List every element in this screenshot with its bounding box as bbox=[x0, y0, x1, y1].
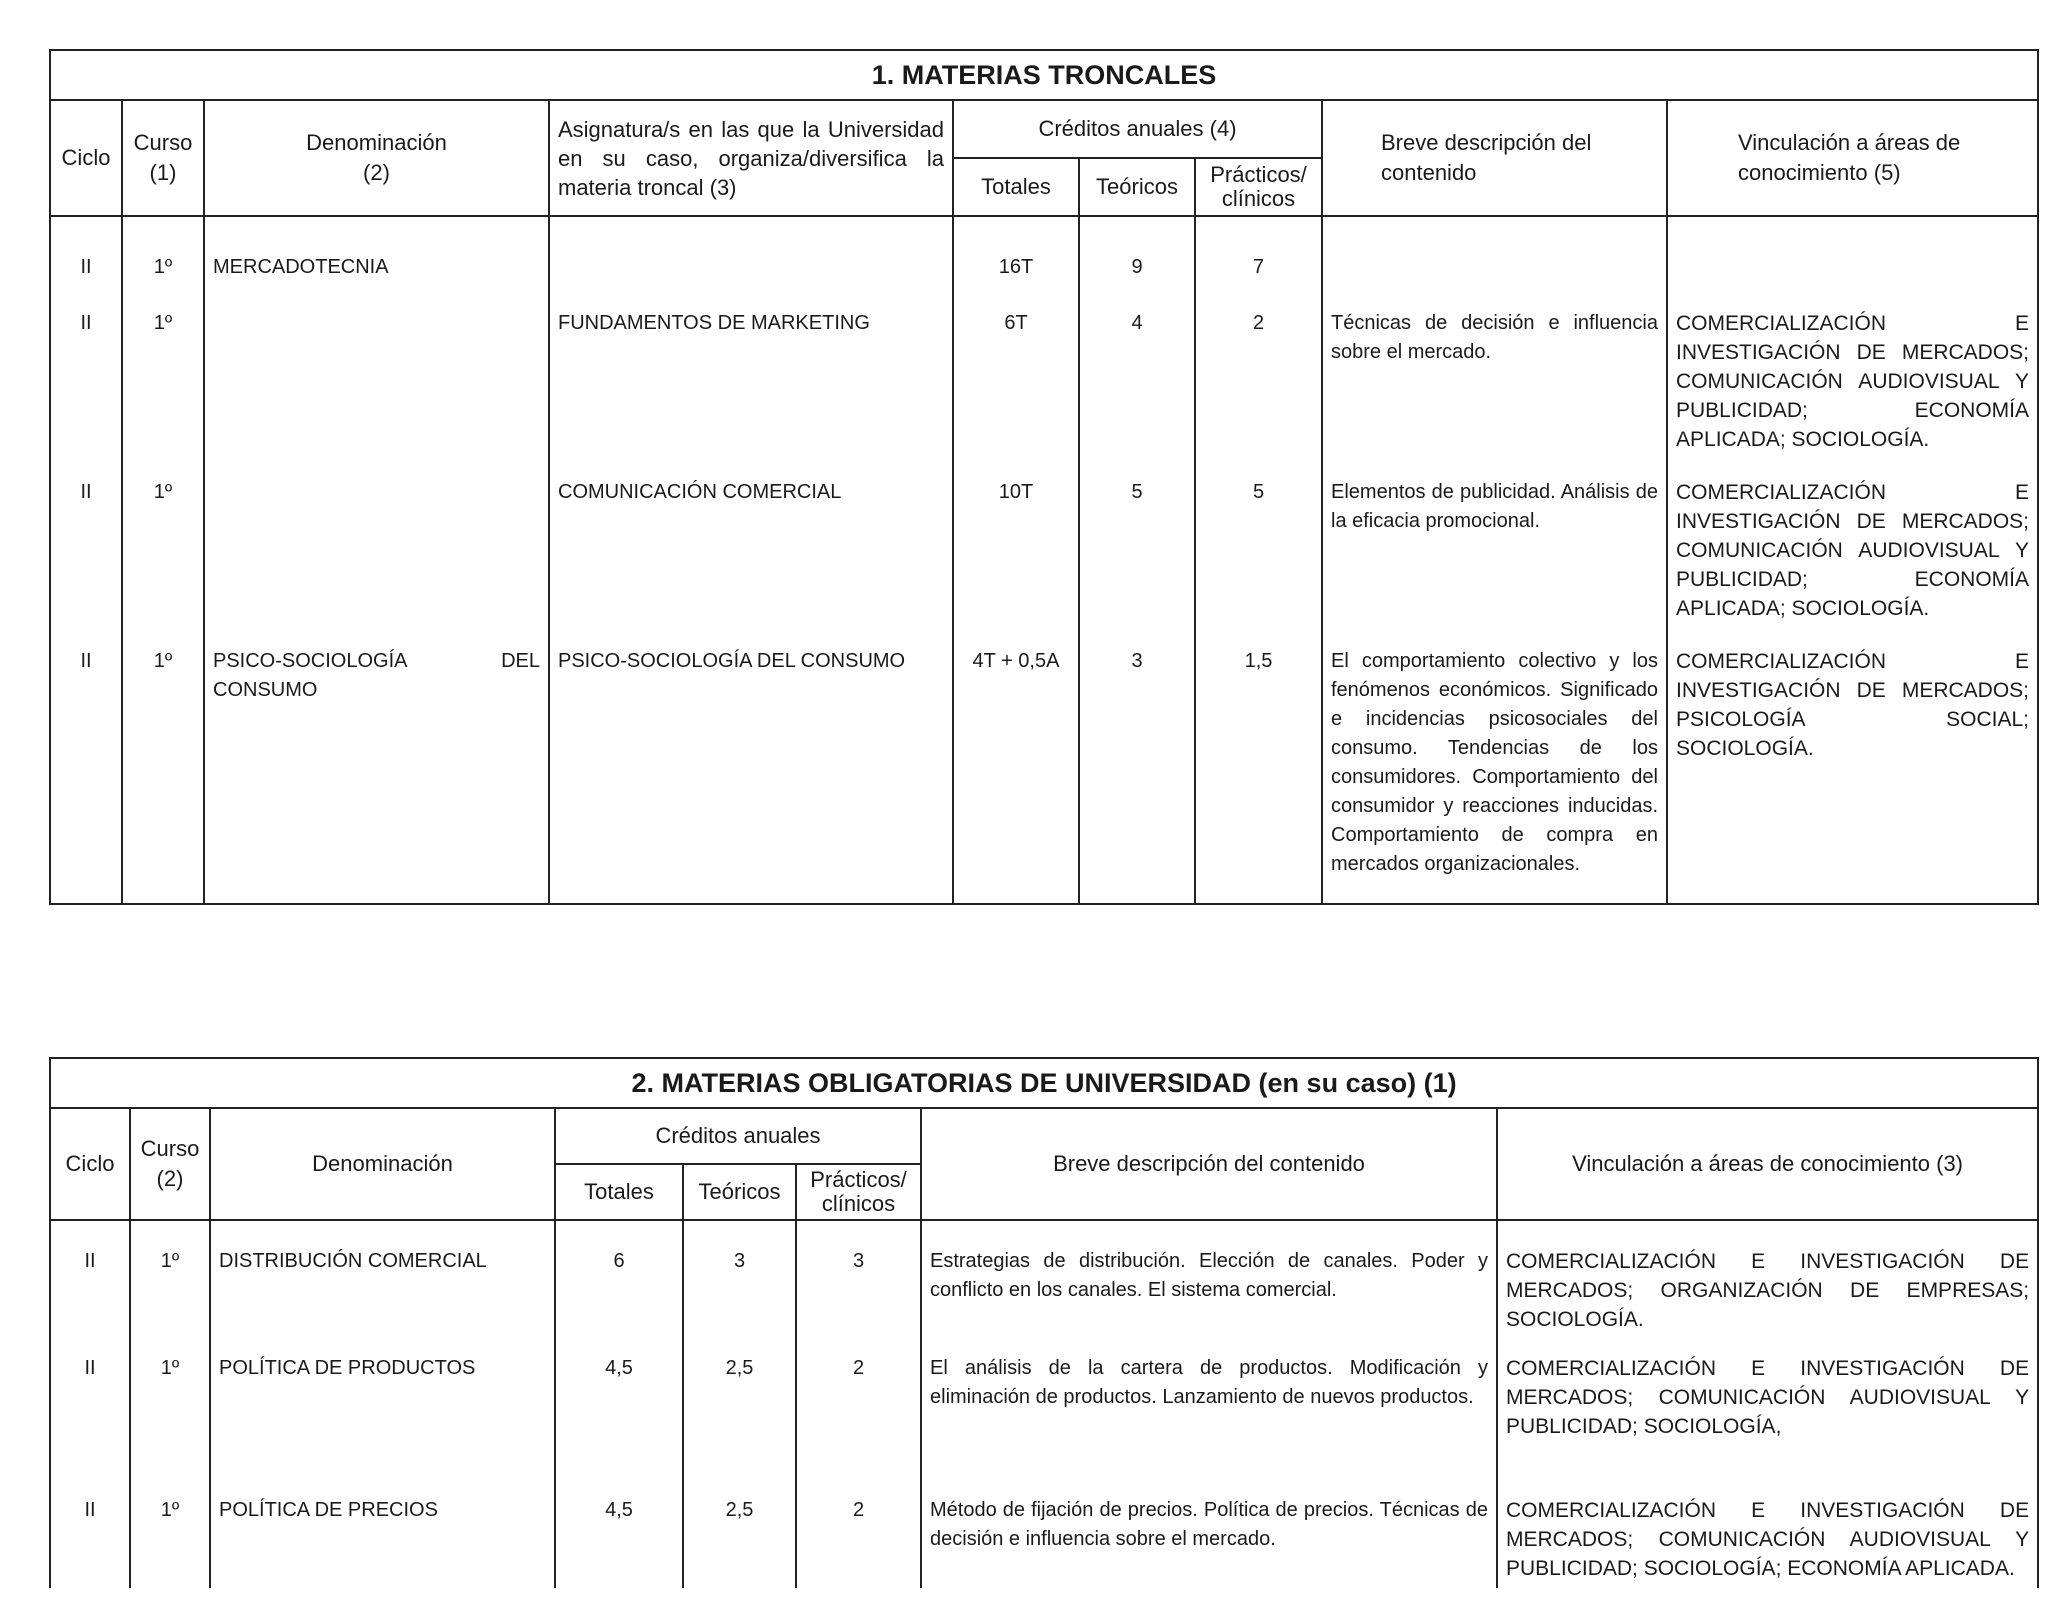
table-row bbox=[50, 216, 2038, 309]
cell-denominacion bbox=[204, 309, 549, 478]
header-vinculacion: Vinculación a áreas de conocimiento (5) bbox=[1667, 100, 2038, 216]
cell-descripcion bbox=[1322, 216, 1667, 309]
cell-vinculacion bbox=[1667, 216, 2038, 309]
cell-ciclo: II bbox=[50, 1338, 130, 1488]
cell-asignatura: PSICO-SOCIOLOGÍA DEL CONSUMO bbox=[549, 647, 953, 904]
cell-practicos: 2 bbox=[796, 1338, 921, 1488]
cell-ciclo: II bbox=[50, 216, 122, 309]
cell-curso: 1º bbox=[130, 1220, 210, 1338]
cell-descripcion: El comportamiento colectivo y los fenómenos económicos. Significado e incidencias psicosociales del consumo. Tendencias de los consumidores. Comportamiento del consumidor y reacciones inducidas. Comportamiento de compra en mercados organizacionales. bbox=[1322, 647, 1667, 904]
cell-practicos: 3 bbox=[796, 1220, 921, 1338]
header-denominacion-note: (2) bbox=[363, 160, 390, 185]
header-curso-note: (1) bbox=[149, 160, 177, 185]
header-denominacion: Denominación bbox=[210, 1108, 555, 1220]
header-curso bbox=[122, 100, 204, 216]
header-ciclo: Ciclo bbox=[50, 1108, 130, 1220]
header-ciclo: Ciclo bbox=[50, 100, 122, 216]
header-curso bbox=[130, 1108, 210, 1220]
cell-teoricos: 3 bbox=[1079, 647, 1195, 904]
cell-curso: 1º bbox=[122, 216, 204, 309]
cell-descripcion: Técnicas de decisión e influencia sobre el mercado. bbox=[1322, 309, 1667, 478]
header-vinculacion: Vinculación a áreas de conocimiento (3) bbox=[1497, 1108, 2038, 1220]
cell-curso: 1º bbox=[130, 1488, 210, 1588]
table-row bbox=[50, 478, 2038, 647]
cell-denominacion bbox=[204, 478, 549, 647]
cell-vinculacion: COMERCIALIZACIÓN E INVESTIGACIÓN DE MERCADOS; COMUNICACIÓN AUDIOVISUAL Y PUBLICIDAD; ECONOMÍA APLICADA; SOCIOLOGÍA. bbox=[1667, 478, 2038, 647]
header-descripcion: Breve descripción del contenido bbox=[921, 1108, 1497, 1220]
header-teoricos: Teóricos bbox=[1079, 158, 1195, 216]
header-curso-label: Curso bbox=[140, 1136, 200, 1161]
cell-totales: 4,5 bbox=[555, 1338, 683, 1488]
header-practicos: Prácticos/ clínicos bbox=[796, 1164, 921, 1220]
cell-descripcion: Método de fijación de precios. Política de precios. Técnicas de decisión e influencia sobre el mercado. bbox=[921, 1488, 1497, 1588]
header-totales: Totales bbox=[953, 158, 1079, 216]
cell-curso: 1º bbox=[122, 647, 204, 904]
materias-troncales-table bbox=[49, 49, 2039, 905]
cell-teoricos: 2,5 bbox=[683, 1488, 796, 1588]
cell-practicos: 5 bbox=[1195, 478, 1322, 647]
cell-denominacion: PSICO-SOCIOLOGÍA DEL CONSUMO bbox=[204, 647, 549, 904]
materias-obligatorias-table bbox=[49, 1057, 2039, 1588]
header-practicos: Prácticos/ clínicos bbox=[1195, 158, 1322, 216]
cell-curso: 1º bbox=[130, 1338, 210, 1488]
cell-totales: 4T + 0,5A bbox=[953, 647, 1079, 904]
cell-denominacion: POLÍTICA DE PRODUCTOS bbox=[210, 1338, 555, 1488]
cell-totales: 6 bbox=[555, 1220, 683, 1338]
cell-denominacion: DISTRIBUCIÓN COMERCIAL bbox=[210, 1220, 555, 1338]
table-row bbox=[50, 1220, 2038, 1338]
cell-teoricos: 2,5 bbox=[683, 1338, 796, 1488]
cell-denominacion: POLÍTICA DE PRECIOS bbox=[210, 1488, 555, 1588]
cell-denominacion: MERCADOTECNIA bbox=[204, 216, 549, 309]
header-asignatura: Asignatura/s en las que la Universidad en su caso, organiza/diversifica la materia troncal (3) bbox=[549, 100, 953, 216]
table-title: 1. MATERIAS TRONCALES bbox=[50, 50, 2038, 100]
table-row bbox=[50, 309, 2038, 478]
cell-vinculacion: COMERCIALIZACIÓN E INVESTIGACIÓN DE MERCADOS; PSICOLOGÍA SOCIAL; SOCIOLOGÍA. bbox=[1667, 647, 2038, 904]
cell-totales: 6T bbox=[953, 309, 1079, 478]
cell-vinculacion: COMERCIALIZACIÓN E INVESTIGACIÓN DE MERCADOS; ORGANIZACIÓN DE EMPRESAS; SOCIOLOGÍA. bbox=[1497, 1220, 2038, 1338]
cell-descripcion: Elementos de publicidad. Análisis de la eficacia promocional. bbox=[1322, 478, 1667, 647]
cell-practicos: 7 bbox=[1195, 216, 1322, 309]
cell-curso: 1º bbox=[122, 478, 204, 647]
cell-descripcion: El análisis de la cartera de productos. Modificación y eliminación de productos. Lanzamiento de nuevos productos. bbox=[921, 1338, 1497, 1488]
header-denominacion-label: Denominación bbox=[306, 130, 447, 155]
header-creditos: Créditos anuales (4) bbox=[953, 100, 1322, 158]
cell-totales: 10T bbox=[953, 478, 1079, 647]
cell-curso: 1º bbox=[122, 309, 204, 478]
cell-practicos: 2 bbox=[1195, 309, 1322, 478]
header-descripcion: Breve descripción del contenido bbox=[1322, 100, 1667, 216]
cell-ciclo: II bbox=[50, 1220, 130, 1338]
header-creditos: Créditos anuales bbox=[555, 1108, 921, 1164]
cell-ciclo: II bbox=[50, 478, 122, 647]
cell-practicos: 1,5 bbox=[1195, 647, 1322, 904]
table-row bbox=[50, 1488, 2038, 1588]
cell-totales: 16T bbox=[953, 216, 1079, 309]
cell-vinculacion: COMERCIALIZACIÓN E INVESTIGACIÓN DE MERCADOS; COMUNICACIÓN AUDIOVISUAL Y PUBLICIDAD; SOCIOLOGÍA, bbox=[1497, 1338, 2038, 1488]
cell-totales: 4,5 bbox=[555, 1488, 683, 1588]
cell-teoricos: 3 bbox=[683, 1220, 796, 1338]
header-denominacion bbox=[204, 100, 549, 216]
cell-asignatura: FUNDAMENTOS DE MARKETING bbox=[549, 309, 953, 478]
cell-teoricos: 4 bbox=[1079, 309, 1195, 478]
table-row bbox=[50, 647, 2038, 904]
cell-vinculacion: COMERCIALIZACIÓN E INVESTIGACIÓN DE MERCADOS; COMUNICACIÓN AUDIOVISUAL Y PUBLICIDAD; SOCIOLOGÍA; ECONOMÍA APLICADA. bbox=[1497, 1488, 2038, 1588]
header-curso-note: (2) bbox=[156, 1166, 184, 1191]
header-curso-label: Curso bbox=[133, 130, 193, 155]
cell-ciclo: II bbox=[50, 309, 122, 478]
cell-vinculacion: COMERCIALIZACIÓN E INVESTIGACIÓN DE MERCADOS; COMUNICACIÓN AUDIOVISUAL Y PUBLICIDAD; ECONOMÍA APLICADA; SOCIOLOGÍA. bbox=[1667, 309, 2038, 478]
cell-ciclo: II bbox=[50, 647, 122, 904]
cell-descripcion: Estrategias de distribución. Elección de canales. Poder y conflicto en los canales. El sistema comercial. bbox=[921, 1220, 1497, 1338]
table-title: 2. MATERIAS OBLIGATORIAS DE UNIVERSIDAD (en su caso) (1) bbox=[50, 1058, 2038, 1108]
cell-practicos: 2 bbox=[796, 1488, 921, 1588]
cell-teoricos: 9 bbox=[1079, 216, 1195, 309]
header-teoricos: Teóricos bbox=[683, 1164, 796, 1220]
cell-asignatura: COMUNICACIÓN COMERCIAL bbox=[549, 478, 953, 647]
table-row bbox=[50, 1338, 2038, 1488]
cell-asignatura bbox=[549, 216, 953, 309]
cell-ciclo: II bbox=[50, 1488, 130, 1588]
cell-teoricos: 5 bbox=[1079, 478, 1195, 647]
header-totales: Totales bbox=[555, 1164, 683, 1220]
